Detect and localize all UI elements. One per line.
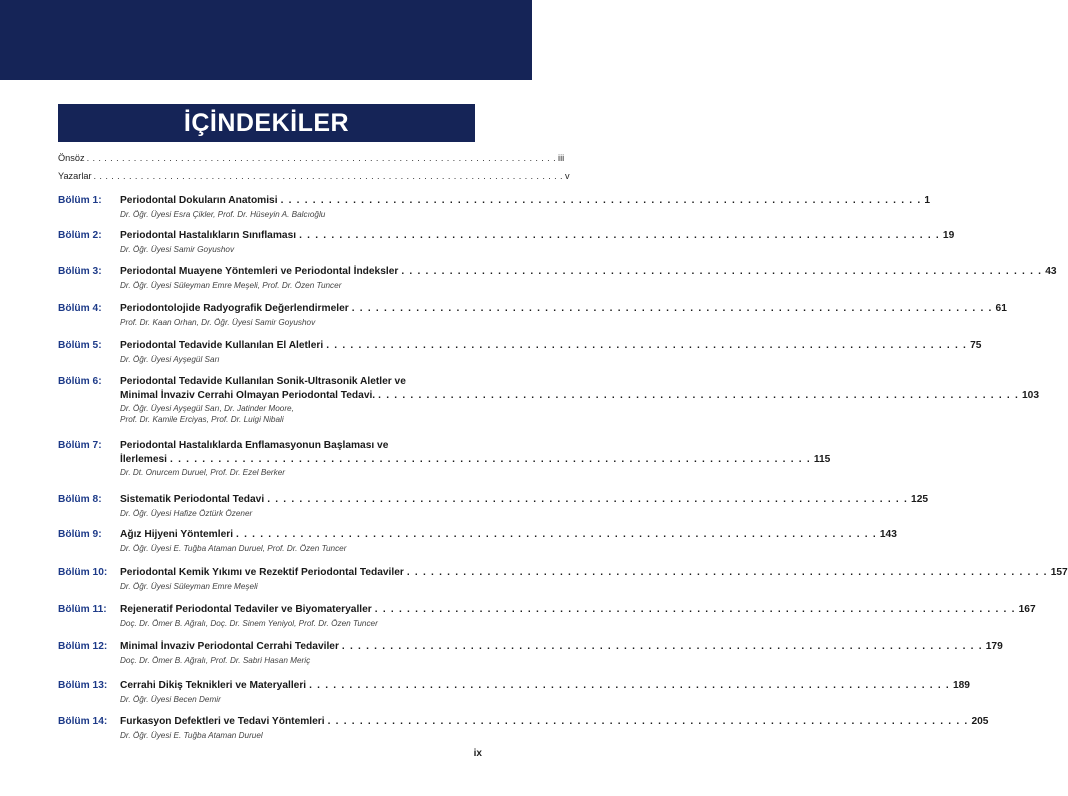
chapter-page-number: 157 — [1050, 567, 1068, 578]
chapter-number: Bölüm 3: — [58, 266, 102, 277]
page-number: ix — [473, 748, 482, 759]
chapter-authors: Dr. Öğr. Üyesi Süleyman Emre Meşeli, Prof. Dr. Özen Tuncer — [120, 280, 342, 290]
chapter-details — [120, 440, 831, 478]
chapter-title-line — [120, 376, 475, 390]
toc-entry-page: v — [565, 171, 570, 181]
chapter-details — [120, 195, 931, 220]
chapter-number: Bölüm 8: — [58, 494, 102, 505]
chapter-authors: Dr. Öğr. Üyesi E. Tuğba Ataman Duruel, Prof. Dr. Özen Tuncer — [120, 543, 347, 553]
chapter-title-line — [120, 340, 982, 354]
dot-leader: . . . . . . . . . . . . . . . . . . . . . . . . . . . . . . . . . . . . . . . . . . . . . . . . . . . . . . . . . . . . . . . . . . . . . . . . . . . . . . . . — [341, 641, 983, 652]
chapter-page-number: 125 — [911, 494, 929, 505]
top-color-band — [0, 0, 532, 80]
chapter-title-line — [120, 716, 989, 730]
chapter-title-line — [120, 389, 1039, 404]
chapter-details — [120, 376, 1039, 425]
chapter-details — [120, 494, 929, 519]
toc-entry-label: Önsöz — [58, 153, 85, 163]
dot-leader: . . . . . . . . . . . . . . . . . . . . . . . . . . . . . . . . . . . . . . . . . . . . . . . . . . . . . . . . . . . . . . . . . . . . . . . . . . . . . . . . — [327, 716, 969, 727]
toc-entry-authors-list[interactable] — [58, 171, 570, 185]
chapter-title-text: Ağız Hijyeni Yöntemleri — [120, 529, 234, 540]
chapter-page-number: 179 — [985, 641, 1003, 652]
chapter-authors: Dr. Dt. Onurcem Duruel, Prof. Dr. Ezel Berker — [120, 468, 286, 477]
chapter-title-text: Rejeneratif Periodontal Tedaviler ve Biyomateryaller — [120, 604, 372, 615]
dot-leader: . . . . . . . . . . . . . . . . . . . . . . . . . . . . . . . . . . . . . . . . . . . . . . . . . . . . . . . . . . . . . . . . . . . . . . . . . . . . . . . . — [170, 453, 811, 465]
chapter-title-line — [120, 440, 475, 454]
chapter-details — [120, 716, 989, 741]
chapter-title-line — [120, 266, 1057, 280]
dot-leader: . . . . . . . . . . . . . . . . . . . . . . . . . . . . . . . . . . . . . . . . . . . . . . . . . . . . . . . . . . . . . . . . . . . . . . . . . . . . . . . . — [86, 153, 557, 163]
dot-leader: . . . . . . . . . . . . . . . . . . . . . . . . . . . . . . . . . . . . . . . . . . . . . . . . . . . . . . . . . . . . . . . . . . . . . . . . . . . . . . . . — [351, 303, 993, 314]
chapter-authors: Prof. Dr. Kamile Erciyas, Prof. Dr. Luigi Nibali — [120, 415, 284, 424]
chapter-title-text: Periodontal Tedavide Kullanılan El Aletleri — [120, 340, 324, 351]
chapter-title-text: Minimal İnvaziv Cerrahi Olmayan Periodontal Tedavi. — [120, 389, 376, 401]
chapter-page-number: 143 — [879, 529, 897, 540]
dot-leader: . . . . . . . . . . . . . . . . . . . . . . . . . . . . . . . . . . . . . . . . . . . . . . . . . . . . . . . . . . . . . . . . . . . . . . . . . . . . . . . . — [406, 567, 1048, 578]
chapter-page-number: 19 — [942, 230, 955, 241]
chapter-title-text: Furkasyon Defektleri ve Tedavi Yöntemleri — [120, 716, 325, 727]
toc-entry-preface[interactable] — [58, 153, 565, 167]
chapter-title-text: Periodontolojide Radyografik Değerlendirmeler — [120, 303, 349, 314]
chapter-title-text: Periodontal Kemik Yıkımı ve Rezektif Periodontal Tedaviler — [120, 567, 404, 578]
chapter-title-text: Periodontal Hastalıklarda Enflamasyonun Başlaması ve — [120, 440, 389, 451]
dot-leader: . . . . . . . . . . . . . . . . . . . . . . . . . . . . . . . . . . . . . . . . . . . . . . . . . . . . . . . . . . . . . . . . . . . . . . . . . . . . . . . . — [374, 604, 1016, 615]
chapter-details — [120, 340, 982, 365]
chapter-number: Bölüm 7: — [58, 440, 102, 451]
chapter-details — [120, 604, 1036, 629]
chapter-authors: Doç. Dr. Ömer B. Ağralı, Doç. Dr. Sinem Yeniyol, Prof. Dr. Özen Tuncer — [120, 618, 378, 628]
chapter-title-line — [120, 195, 931, 209]
chapter-page-number: 1 — [924, 195, 931, 206]
chapter-authors: Dr. Öğr. Üyesi Becen Demir — [120, 694, 221, 704]
chapter-number: Bölüm 11: — [58, 604, 107, 615]
page-title: İÇİNDEKİLER — [58, 104, 475, 142]
chapter-number: Bölüm 10: — [58, 567, 108, 578]
chapter-details — [120, 567, 1068, 592]
chapter-number: Bölüm 14: — [58, 716, 108, 727]
chapter-details — [120, 230, 955, 255]
chapter-title-line — [120, 641, 1003, 655]
chapter-number: Bölüm 2: — [58, 230, 102, 241]
chapter-authors: Dr. Öğr. Üyesi E. Tuğba Ataman Duruel — [120, 730, 263, 740]
chapter-authors: Prof. Dr. Kaan Orhan, Dr. Öğr. Üyesi Samir Goyushov — [120, 317, 316, 327]
chapter-details — [120, 529, 897, 554]
chapter-page-number: 167 — [1018, 604, 1036, 615]
chapter-title-line — [120, 680, 970, 694]
chapter-page-number: 189 — [952, 680, 970, 691]
dot-leader: . . . . . . . . . . . . . . . . . . . . . . . . . . . . . . . . . . . . . . . . . . . . . . . . . . . . . . . . . . . . . . . . . . . . . . . . . . . . . . . . — [401, 266, 1043, 277]
chapter-title-line — [120, 453, 831, 468]
chapter-page-number: 61 — [995, 303, 1007, 314]
chapter-page-number: 103 — [1021, 389, 1039, 401]
toc-entry-page: iii — [558, 153, 565, 163]
dot-leader: . . . . . . . . . . . . . . . . . . . . . . . . . . . . . . . . . . . . . . . . . . . . . . . . . . . . . . . . . . . . . . . . . . . . . . . . . . . . . . . . — [280, 195, 922, 206]
chapter-details — [120, 680, 970, 705]
toc-entry-label: Yazarlar — [58, 171, 92, 181]
dot-leader: . . . . . . . . . . . . . . . . . . . . . . . . . . . . . . . . . . . . . . . . . . . . . . . . . . . . . . . . . . . . . . . . . . . . . . . . . . . . . . . . — [236, 529, 877, 540]
chapter-authors: Dr. Öğr. Üyesi Ayşegül Sarı — [120, 354, 220, 364]
chapter-title-line — [120, 494, 929, 508]
chapter-title-text: Periodontal Muayene Yöntemleri ve Periodontal İndeksler — [120, 266, 399, 277]
chapter-title-text: İlerlemesi — [120, 453, 168, 465]
dot-leader: . . . . . . . . . . . . . . . . . . . . . . . . . . . . . . . . . . . . . . . . . . . . . . . . . . . . . . . . . . . . . . . . . . . . . . . . . . . . . . . . — [309, 680, 950, 691]
dot-leader: . . . . . . . . . . . . . . . . . . . . . . . . . . . . . . . . . . . . . . . . . . . . . . . . . . . . . . . . . . . . . . . . . . . . . . . . . . . . . . . . — [267, 494, 909, 505]
dot-leader: . . . . . . . . . . . . . . . . . . . . . . . . . . . . . . . . . . . . . . . . . . . . . . . . . . . . . . . . . . . . . . . . . . . . . . . . . . . . . . . . — [299, 230, 940, 241]
chapter-title-line — [120, 529, 897, 543]
chapter-title-text: Periodontal Tedavide Kullanılan Sonik-Ultrasonik Aletler ve — [120, 376, 406, 387]
chapter-title-line — [120, 303, 1007, 317]
chapter-title-text: Sistematik Periodontal Tedavi — [120, 494, 265, 505]
chapter-details — [120, 641, 1003, 666]
chapter-authors: Dr. Öğr. Üyesi Samir Goyushov — [120, 244, 235, 254]
chapter-number: Bölüm 12: — [58, 641, 108, 652]
chapter-number: Bölüm 5: — [58, 340, 102, 351]
chapter-number: Bölüm 9: — [58, 529, 102, 540]
chapter-number: Bölüm 13: — [58, 680, 108, 691]
chapter-authors: Dr. Öğr. Üyesi Ayşegül Sarı, Dr. Jatinder Moore, — [120, 404, 294, 413]
chapter-page-number: 115 — [813, 453, 831, 465]
chapter-title-line — [120, 604, 1036, 618]
chapter-authors: Doç. Dr. Ömer B. Ağralı, Prof. Dr. Sabri Hasan Meriç — [120, 655, 311, 665]
chapter-title-line — [120, 230, 955, 244]
chapter-authors: Dr. Öğr. Üyesi Hafize Öztürk Özener — [120, 508, 253, 518]
dot-leader: . . . . . . . . . . . . . . . . . . . . . . . . . . . . . . . . . . . . . . . . . . . . . . . . . . . . . . . . . . . . . . . . . . . . . . . . . . . . . . . . — [93, 171, 563, 181]
chapter-title-text: Minimal İnvaziv Periodontal Cerrahi Tedaviler — [120, 641, 339, 652]
chapter-page-number: 75 — [970, 340, 982, 351]
chapter-details — [120, 303, 1007, 328]
chapter-title-text: Cerrahi Dikiş Teknikleri ve Materyalleri — [120, 680, 307, 691]
dot-leader: . . . . . . . . . . . . . . . . . . . . . . . . . . . . . . . . . . . . . . . . . . . . . . . . . . . . . . . . . . . . . . . . . . . . . . . . . . . . . . . . — [326, 340, 968, 351]
chapter-page-number: 205 — [971, 716, 989, 727]
chapter-title-text: Periodontal Hastalıkların Sınıflaması — [120, 230, 297, 241]
chapter-number: Bölüm 4: — [58, 303, 102, 314]
chapter-number: Bölüm 1: — [58, 195, 102, 206]
chapter-page-number: 43 — [1045, 266, 1057, 277]
chapter-authors: Dr. Öğr. Üyesi Esra Çikler, Prof. Dr. Hüseyin A. Balcıoğlu — [120, 209, 326, 219]
chapter-details — [120, 266, 1057, 291]
dot-leader: . . . . . . . . . . . . . . . . . . . . . . . . . . . . . . . . . . . . . . . . . . . . . . . . . . . . . . . . . . . . . . . . . . . . . . . . . . . . . . . . — [378, 389, 1019, 401]
chapter-title-text: Periodontal Dokuların Anatomisi — [120, 195, 278, 206]
chapter-number: Bölüm 6: — [58, 376, 102, 387]
chapter-title-line — [120, 567, 1068, 581]
chapter-authors: Dr. Öğr. Üyesi Süleyman Emre Meşeli — [120, 581, 258, 591]
